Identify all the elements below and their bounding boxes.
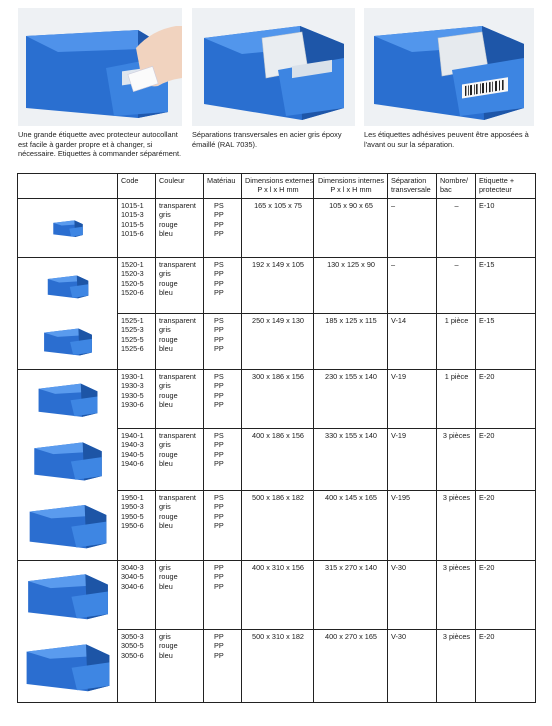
color-cell-value: bleu [159,287,173,297]
material-cell-value: PS [214,372,224,381]
color-cell [156,314,204,370]
int-dims-cell: 130 x 125 x 90 [314,258,388,314]
color-cell-value: transparent [159,260,196,269]
material-cell-value: PP [214,381,224,391]
separation-cell: V-14 [388,314,437,370]
material-cell-value: PP [214,325,224,335]
material-cell [204,199,242,258]
table-header [18,174,536,199]
material-cell-value: PS [214,316,224,325]
material-cell-value: PP [214,641,224,651]
color-cell-value: rouge [159,334,178,344]
color-cell [156,258,204,314]
bin-thumbnail-cell [18,199,118,258]
code-cell-value: 3040-6 [121,581,144,591]
etiquette-cell: E-15 [476,258,536,314]
color-cell [156,429,204,491]
color-cell-value: gris [159,502,171,512]
color-cell-value: transparent [159,493,196,502]
separation-cell: – [388,199,437,258]
code-cell-value: 1015-1 [121,201,144,210]
code-cell-value: 1930-1 [121,372,144,381]
material-cell-value: PS [214,431,224,440]
code-cell-value: 1950-1 [121,493,144,502]
color-cell [156,370,204,429]
nombre-cell: 3 pièces [437,630,476,703]
bin-thumbnail-cell [18,491,118,561]
material-cell-value: PS [214,201,224,210]
separation-cell: – [388,258,437,314]
material-cell-value: PP [214,269,224,279]
color-cell-value: rouge [159,278,178,288]
material-cell-value: PP [214,650,224,660]
bin-thumbnail-icon [52,217,84,239]
color-cell-value: gris [159,210,171,220]
material-cell [204,491,242,561]
bin-with-barcode-label-photo [364,8,534,126]
table-row [18,561,536,630]
color-cell [156,491,204,561]
ext-dims-cell: 500 x 310 x 182 [242,630,314,703]
material-cell-value: PP [214,520,224,530]
material-cell-value: PP [214,563,224,572]
code-cell-value: 1930-6 [121,399,144,409]
ext-dims-cell: 500 x 186 x 182 [242,491,314,561]
material-cell-value: PP [214,343,224,353]
code-cell-value: 1950-3 [121,502,144,512]
color-cell-value: gris [159,269,171,279]
code-cell-value: 1525-3 [121,325,144,335]
color-cell-value: transparent [159,201,196,210]
ext-dims-cell: 400 x 186 x 156 [242,429,314,491]
material-cell-value: PP [214,399,224,409]
material-cell-value: PP [214,278,224,288]
color-cell-value: transparent [159,372,196,381]
int-dims-cell: 400 x 270 x 165 [314,630,388,703]
int-dims-cell: 315 x 270 x 140 [314,561,388,630]
material-cell-value: PP [214,581,224,591]
material-cell-value: PP [214,334,224,344]
code-cell-value: 1525-6 [121,343,144,353]
bin-thumbnail-cell [18,561,118,630]
color-cell-value: bleu [159,650,173,660]
bin-thumbnail-cell [18,370,118,429]
bin-thumbnail-cell [18,630,118,703]
color-cell-value: rouge [159,449,178,459]
material-cell-value: PP [214,210,224,220]
color-cell-value: gris [159,563,171,572]
code-cell-value: 3050-5 [121,641,144,651]
code-cell-value: 1525-5 [121,334,144,344]
bin-thumbnail-icon [24,569,112,621]
separation-cell: V-30 [388,561,437,630]
bin-thumbnail-icon [36,379,100,419]
table-row [18,491,536,561]
table-row [18,630,536,703]
material-cell [204,314,242,370]
header-couleur: Couleur [156,174,204,199]
bin-thumbnail-icon [46,271,90,301]
bin-with-divider-image [192,8,355,126]
bin-thumbnail-icon [23,500,113,550]
bin-with-barcode-label-image [364,8,534,126]
material-cell [204,429,242,491]
bin-with-label-photo [18,8,182,126]
header-ext-dims: Dimensions externes P x l x H mm [242,174,314,199]
code-cell-value: 1940-5 [121,449,144,459]
caption-divider: Séparations transversales en acier gris époxy émaillé (RAL 7035). [192,130,342,149]
nombre-cell: 3 pièces [437,561,476,630]
etiquette-cell: E-10 [476,199,536,258]
int-dims-cell: 400 x 145 x 165 [314,491,388,561]
color-cell-value: bleu [159,343,173,353]
material-cell-value: PP [214,572,224,582]
bin-thumbnail-icon [29,438,107,482]
ext-dims-cell: 400 x 310 x 156 [242,561,314,630]
table-row [18,258,536,314]
separation-cell: V-30 [388,630,437,703]
etiquette-cell: E-15 [476,314,536,370]
code-cell-value: 1940-6 [121,458,144,468]
int-dims-cell: 105 x 90 x 65 [314,199,388,258]
material-cell-value: PP [214,511,224,521]
nombre-cell: – [437,199,476,258]
code-cell-value: 3050-6 [121,650,144,660]
color-cell-value: gris [159,381,171,391]
code-cell-value: 1940-1 [121,431,144,440]
separation-cell: V-19 [388,429,437,491]
separation-cell: V-19 [388,370,437,429]
color-cell-value: bleu [159,399,173,409]
code-cell-value: 1520-5 [121,278,144,288]
code-cell-value: 3040-5 [121,572,144,582]
code-cell-value: 1520-6 [121,287,144,297]
material-cell [204,630,242,703]
color-cell [156,199,204,258]
caption-adhesive-label: Les étiquettes adhésives peuvent être apposées à l'avant ou sur la séparation. [364,130,529,149]
material-cell [204,370,242,429]
code-cell-value: 1950-6 [121,520,144,530]
bin-thumbnail-icon [21,639,115,693]
color-cell-value: gris [159,632,171,641]
bin-thumbnail-cell [18,314,118,370]
table-row [18,199,536,258]
code-cell-value: 1015-6 [121,228,144,238]
material-cell-value: PP [214,502,224,512]
color-cell-value: rouge [159,390,178,400]
bin-with-divider-photo [192,8,355,126]
code-cell [118,561,156,630]
material-cell-value: PP [214,228,224,238]
header-code: Code [118,174,156,199]
material-cell-value: PP [214,219,224,229]
ext-dims-cell: 192 x 149 x 105 [242,258,314,314]
ext-dims-cell: 300 x 186 x 156 [242,370,314,429]
code-cell [118,199,156,258]
color-cell-value: bleu [159,228,173,238]
code-cell-value: 1015-5 [121,219,144,229]
table-row [18,370,536,429]
color-cell [156,630,204,703]
nombre-cell: 1 pièce [437,370,476,429]
color-cell-value: gris [159,325,171,335]
int-dims-cell: 330 x 155 x 140 [314,429,388,491]
table-row [18,314,536,370]
etiquette-cell: E-20 [476,630,536,703]
code-cell-value: 1950-5 [121,511,144,521]
bin-thumbnail-cell [18,429,118,491]
code-cell-value: 1930-3 [121,381,144,391]
header-image [18,174,118,199]
ext-dims-cell: 250 x 149 x 130 [242,314,314,370]
etiquette-cell: E-20 [476,561,536,630]
color-cell-value: rouge [159,511,178,521]
header-materiau: Matériau [204,174,242,199]
code-cell-value: 1940-3 [121,440,144,450]
header-nombre: Nombre/ bac [437,174,476,199]
nombre-cell: 3 pièces [437,491,476,561]
material-cell [204,561,242,630]
caption-label: Une grande étiquette avec protecteur autocollant est facile à garder propre et à changer, si nécessaire. Etiquettes à commander séparément. [18,130,182,159]
color-cell-value: bleu [159,458,173,468]
material-cell-value: PP [214,390,224,400]
material-cell-value: PP [214,287,224,297]
color-cell-value: bleu [159,581,173,591]
color-cell [156,561,204,630]
bin-thumbnail-cell [18,258,118,314]
code-cell-value: 1520-3 [121,269,144,279]
material-cell-value: PP [214,458,224,468]
etiquette-cell: E-20 [476,370,536,429]
header-etiquette: Etiquette + protecteur [476,174,536,199]
bin-thumbnail-icon [42,324,94,358]
header-separation: Séparation transversale [388,174,437,199]
code-cell [118,491,156,561]
material-cell-value: PS [214,260,224,269]
material-cell [204,258,242,314]
ext-dims-cell: 165 x 105 x 75 [242,199,314,258]
code-cell [118,630,156,703]
code-cell-value: 1525-1 [121,316,144,325]
int-dims-cell: 230 x 155 x 140 [314,370,388,429]
color-cell-value: rouge [159,641,178,651]
code-cell-value: 3050-3 [121,632,144,641]
code-cell [118,370,156,429]
photo-strip [0,8,552,128]
color-cell-value: rouge [159,572,178,582]
color-cell-value: transparent [159,431,196,440]
material-cell-value: PP [214,449,224,459]
spec-table [17,173,536,703]
table-body [18,199,536,703]
material-cell-value: PS [214,493,224,502]
color-cell-value: transparent [159,316,196,325]
int-dims-cell: 185 x 125 x 115 [314,314,388,370]
etiquette-cell: E-20 [476,491,536,561]
code-cell-value: 1930-5 [121,390,144,400]
code-cell [118,258,156,314]
nombre-cell: – [437,258,476,314]
bin-with-label-image [18,8,182,126]
color-cell-value: bleu [159,520,173,530]
code-cell [118,429,156,491]
code-cell [118,314,156,370]
etiquette-cell: E-20 [476,429,536,491]
material-cell-value: PP [214,440,224,450]
color-cell-value: rouge [159,219,178,229]
header-int-dims: Dimensions internes P x l x H mm [314,174,388,199]
nombre-cell: 3 pièces [437,429,476,491]
table-row [18,429,536,491]
code-cell-value: 1520-1 [121,260,144,269]
code-cell-value: 1015-3 [121,210,144,220]
color-cell-value: gris [159,440,171,450]
material-cell-value: PP [214,632,224,641]
nombre-cell: 1 pièce [437,314,476,370]
code-cell-value: 3040-3 [121,563,144,572]
separation-cell: V-195 [388,491,437,561]
